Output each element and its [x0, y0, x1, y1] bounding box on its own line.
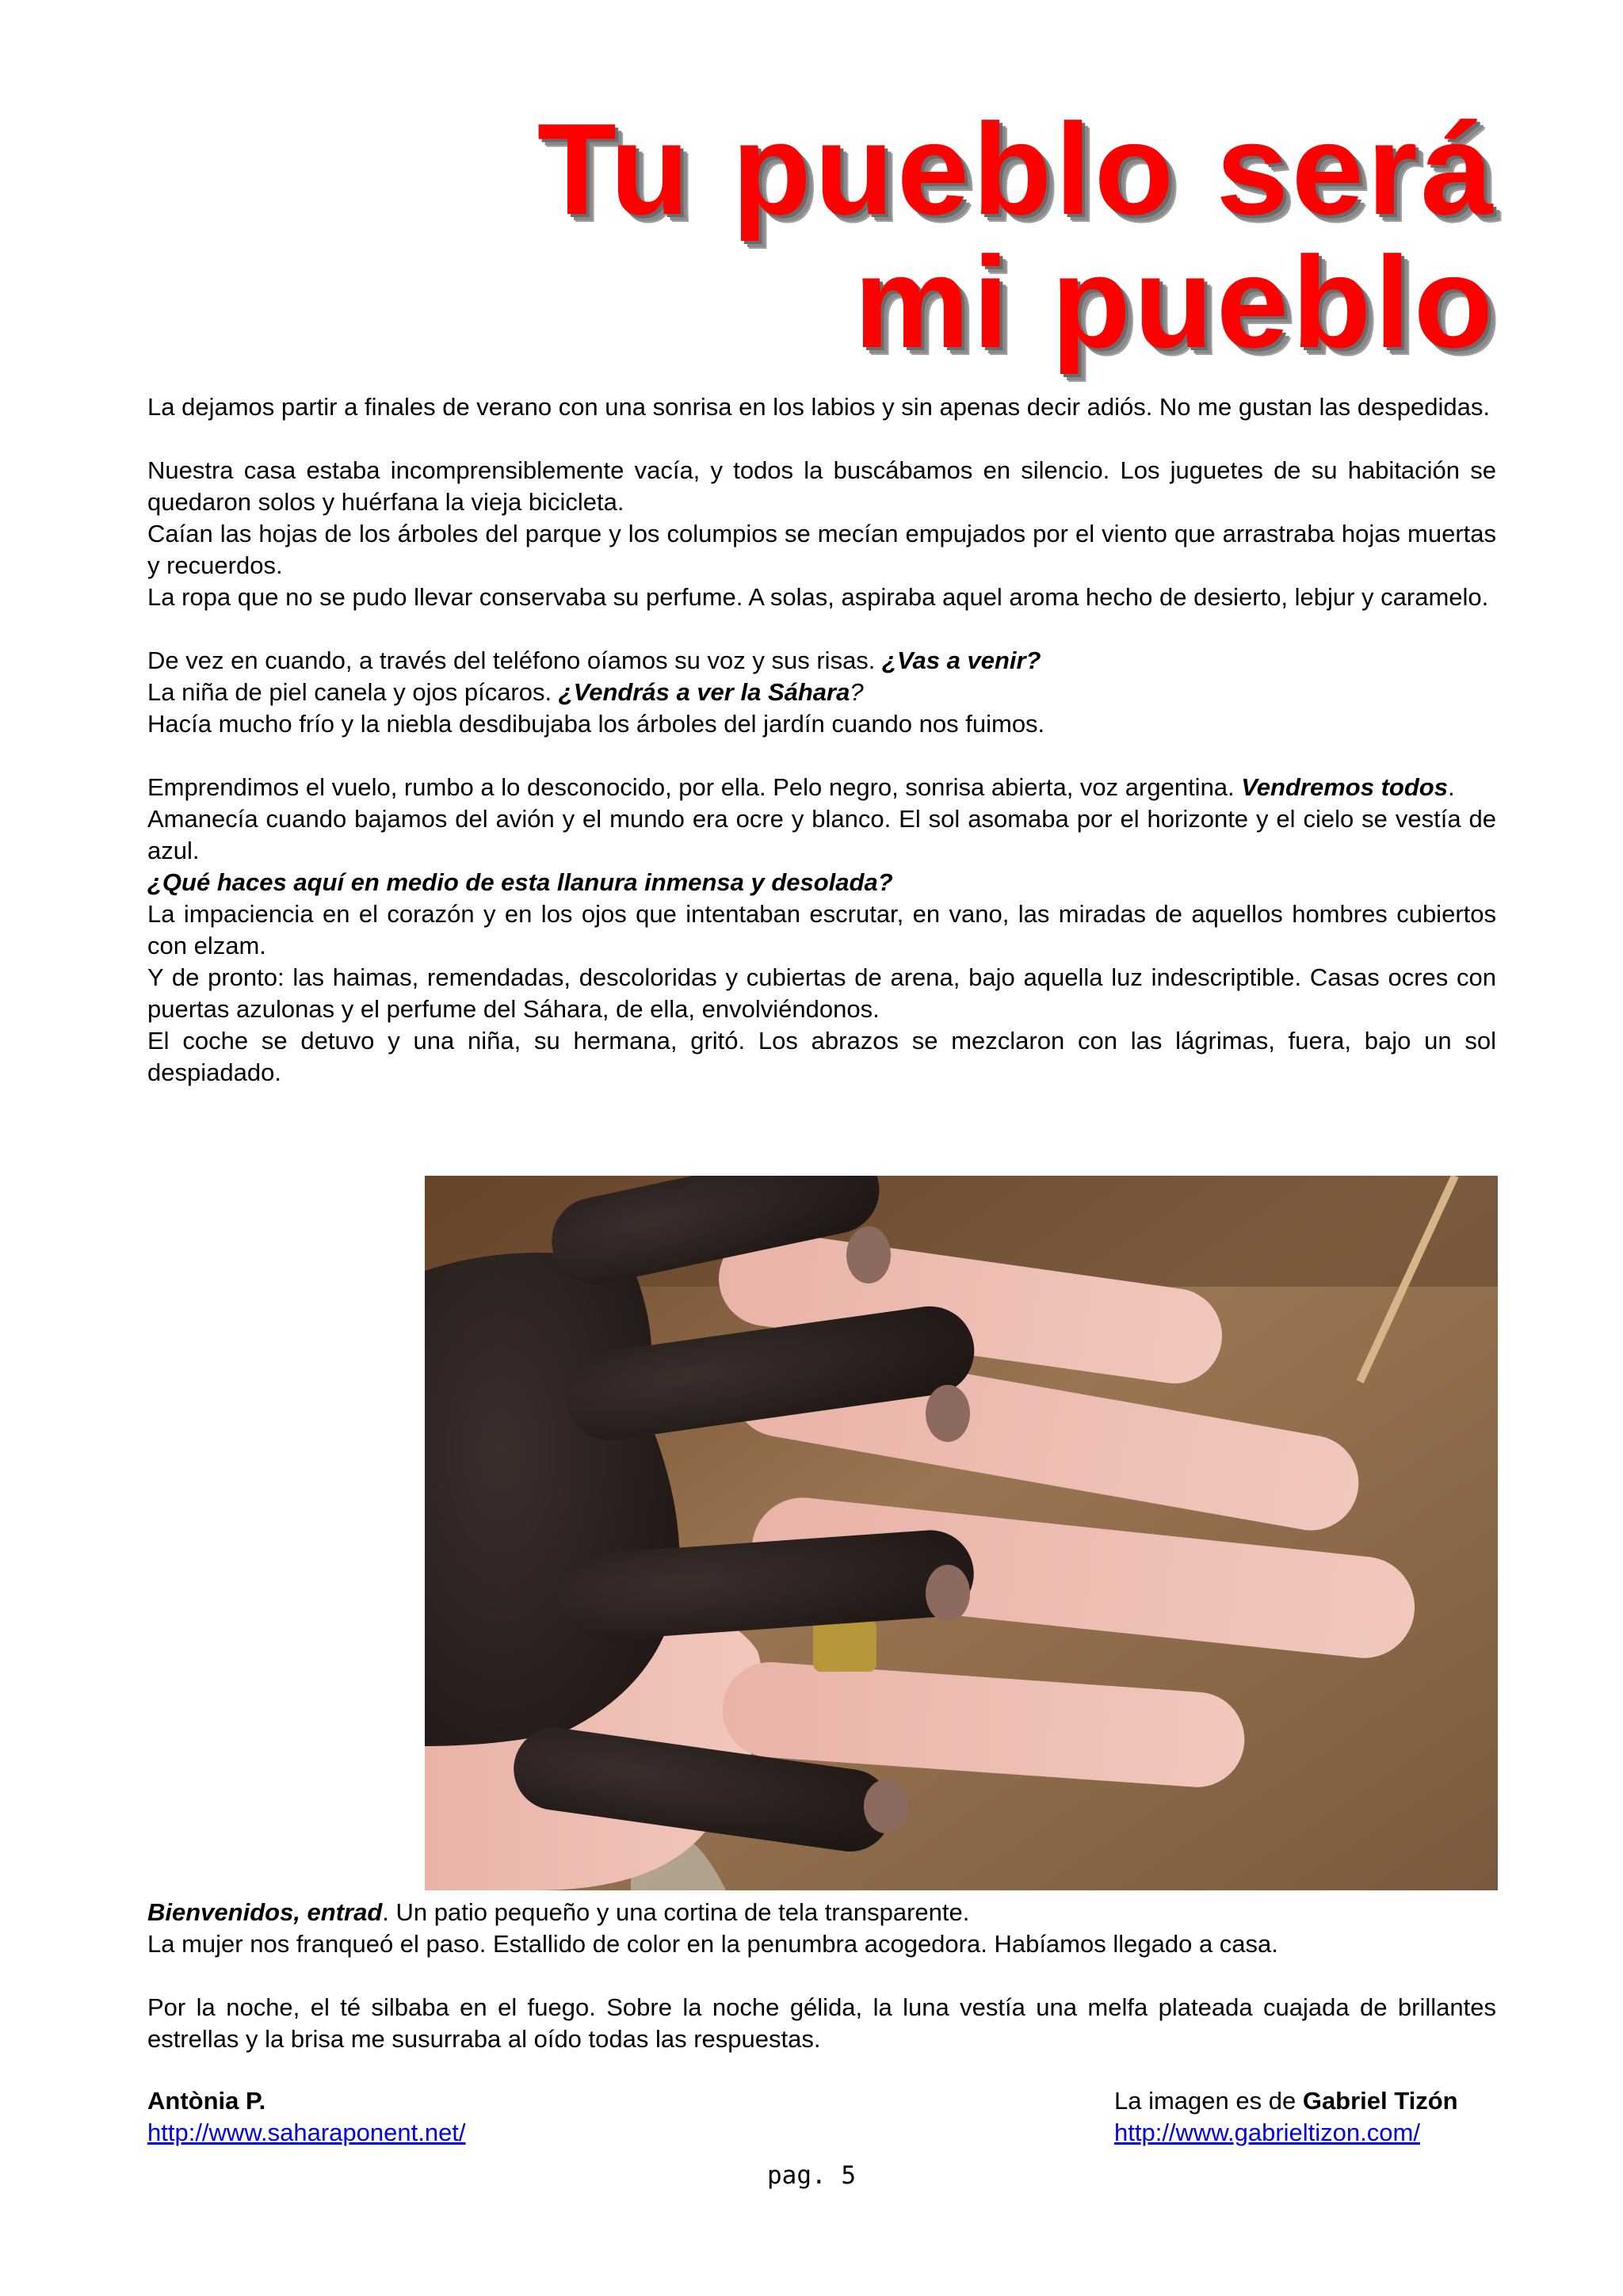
title-line-2: mi pueblo [854, 230, 1496, 375]
paragraph-1: La dejamos partir a finales de verano con una sonrisa en los labios y sin apenas decir adiós. No me gustan las despedidas. [147, 393, 1490, 421]
author-link[interactable]: http://www.saharaponent.net/ [147, 2119, 466, 2146]
article-body-top [147, 391, 1496, 1089]
paragraph-15: La mujer nos franqueó el paso. Estallido de color en la penumbra acogedora. Habíamos llegado a casa. [147, 1930, 1278, 1958]
paragraph-10: ¿Qué haces aquí en medio de esta llanura inmensa y desolada? [147, 868, 893, 896]
bienvenidos: Bienvenidos, entrad [147, 1898, 383, 1926]
author-name: Antònia P. [147, 2087, 266, 2115]
paragraph-4: La ropa que no se pudo llevar conservaba su perfume. A solas, aspiraba aquel aroma hecho de desierto, lebjur y caramelo. [147, 583, 1489, 611]
image-credit-block [1114, 2085, 1458, 2149]
paragraph-6: La niña de piel canela y ojos pícaros. ¿Vendrás a ver la Sáhara? [147, 678, 864, 706]
paragraph-11: La impaciencia en el corazón y en los ojos que intentaban escrutar, en vano, las miradas de aquellos hombres cubiertos con elzam. [147, 900, 1496, 959]
paragraph-7: Hacía mucho frío y la niebla desdibujaba los árboles del jardín cuando nos fuimos. [147, 710, 1045, 738]
page-number: pag. 5 [767, 2161, 856, 2190]
question-vas-a-venir: ¿Vas a venir? [882, 646, 1041, 674]
paragraph-5: De vez en cuando, a través del teléfono oíamos su voz y sus risas. ¿Vas a venir? [147, 646, 1041, 674]
page-title [228, 97, 1496, 375]
photo-hands [425, 1176, 1498, 1890]
photographer-link[interactable]: http://www.gabrieltizon.com/ [1114, 2119, 1420, 2146]
vendremos-todos: Vendremos todos [1241, 773, 1448, 801]
paragraph-3: Caían las hojas de los árboles del parque y los columpios se mecían empujados por el viento que arrastraba hojas muertas y recuerdos. [147, 520, 1496, 579]
paragraph-12: Y de pronto: las haimas, remendadas, descoloridas y cubiertas de arena, bajo aquella luz indescriptible. Casas ocres con puertas azulonas y el perfume del Sáhara, de ella, envolviéndonos. [147, 963, 1496, 1023]
photographer-name: Gabriel Tizón [1302, 2087, 1458, 2115]
paragraph-16: Por la noche, el té silbaba en el fuego. Sobre la noche gélida, la luna vestía una melfa plateada cuajada de brillantes estrellas y la brisa me susurraba al oído todas las respuestas. [147, 1993, 1496, 2053]
paragraph-2: Nuestra casa estaba incomprensiblemente vacía, y todos la buscábamos en silencio. Los juguetes de su habitación se quedaron solos y huérfana la vieja bicicleta. [147, 456, 1496, 516]
author-block [147, 2085, 466, 2149]
question-vendras: ¿Vendrás a ver la Sáhara [558, 678, 850, 706]
paragraph-8: Emprendimos el vuelo, rumbo a lo desconocido, por ella. Pelo negro, sonrisa abierta, voz argentina. Vendremos todos. [147, 773, 1455, 801]
paragraph-13: El coche se detuvo y una niña, su hermana, gritó. Los abrazos se mezclaron con las lágrimas, fuera, bajo un sol despiadado. [147, 1027, 1496, 1086]
paragraph-14: Bienvenidos, entrad. Un patio pequeño y una cortina de tela transparente. [147, 1898, 970, 1926]
paragraph-9: Amanecía cuando bajamos del avión y el mundo era ocre y blanco. El sol asomaba por el horizonte y el cielo se vestía de azul. [147, 805, 1496, 864]
article-body-bottom [147, 1897, 1496, 2055]
title-line-1: Tu pueblo será [537, 97, 1496, 242]
image-credit: La imagen es de Gabriel Tizón [1114, 2087, 1458, 2115]
